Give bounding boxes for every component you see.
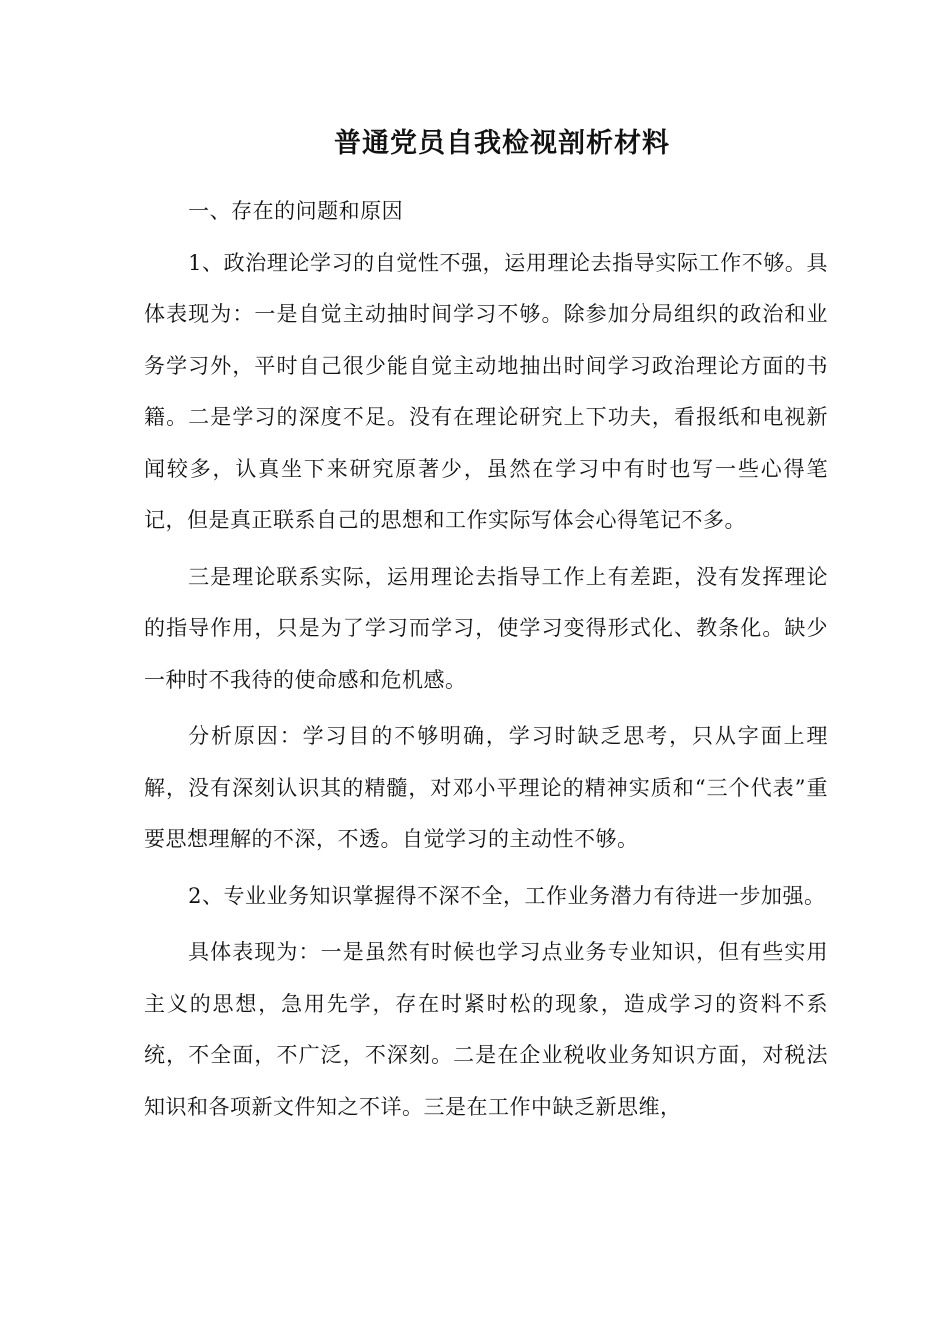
paragraph: 具体表现为：一是虽然有时候也学习点业务专业知识，但有些实用主义的思想，急用先学，存在时紧时松的现象，造成学习的资料不系统，不全面，不广泛，不深刻。二是在企业税收业务知识方面，对税法知识和各项新文件知之不详。三是在工作中缺乏新思维， bbox=[144, 940, 828, 1119]
document-title: 普通党员自我检视剖析材料 bbox=[334, 128, 670, 159]
document-body bbox=[144, 186, 828, 1138]
section-heading: 一、存在的问题和原因 bbox=[188, 199, 404, 223]
paragraph: 三是理论联系实际，运用理论去指导工作上有差距，没有发挥理论的指导作用，只是为了学习而学习，使学习变得形式化、教条化。缺少一种时不我待的使命感和危机感。 bbox=[144, 564, 828, 692]
paragraph: 1、政治理论学习的自觉性不强，运用理论去指导实际工作不够。具体表现为：一是自觉主动抽时间学习不够。除参加分局组织的政治和业务学习外，平时自己很少能自觉主动地抽出时间学习政治理论方面的书籍。二是学习的深度不足。没有在理论研究上下功夫，看报纸和电视新闻较多，认真坐下来研究原著少，虽然在学习中有时也写一些心得笔记，但是真正联系自己的思想和工作实际写体会心得笔记不多。 bbox=[144, 250, 828, 532]
paragraph: 2、专业业务知识掌握得不深不全，工作业务潜力有待进一步加强。 bbox=[188, 883, 826, 908]
paragraph: 分析原因：学习目的不够明确，学习时缺乏思考，只从字面上理解，没有深刻认识其的精髓，对邓小平理论的精神实质和“三个代表”重要思想理解的不深，不透。自觉学习的主动性不够。 bbox=[144, 724, 828, 851]
